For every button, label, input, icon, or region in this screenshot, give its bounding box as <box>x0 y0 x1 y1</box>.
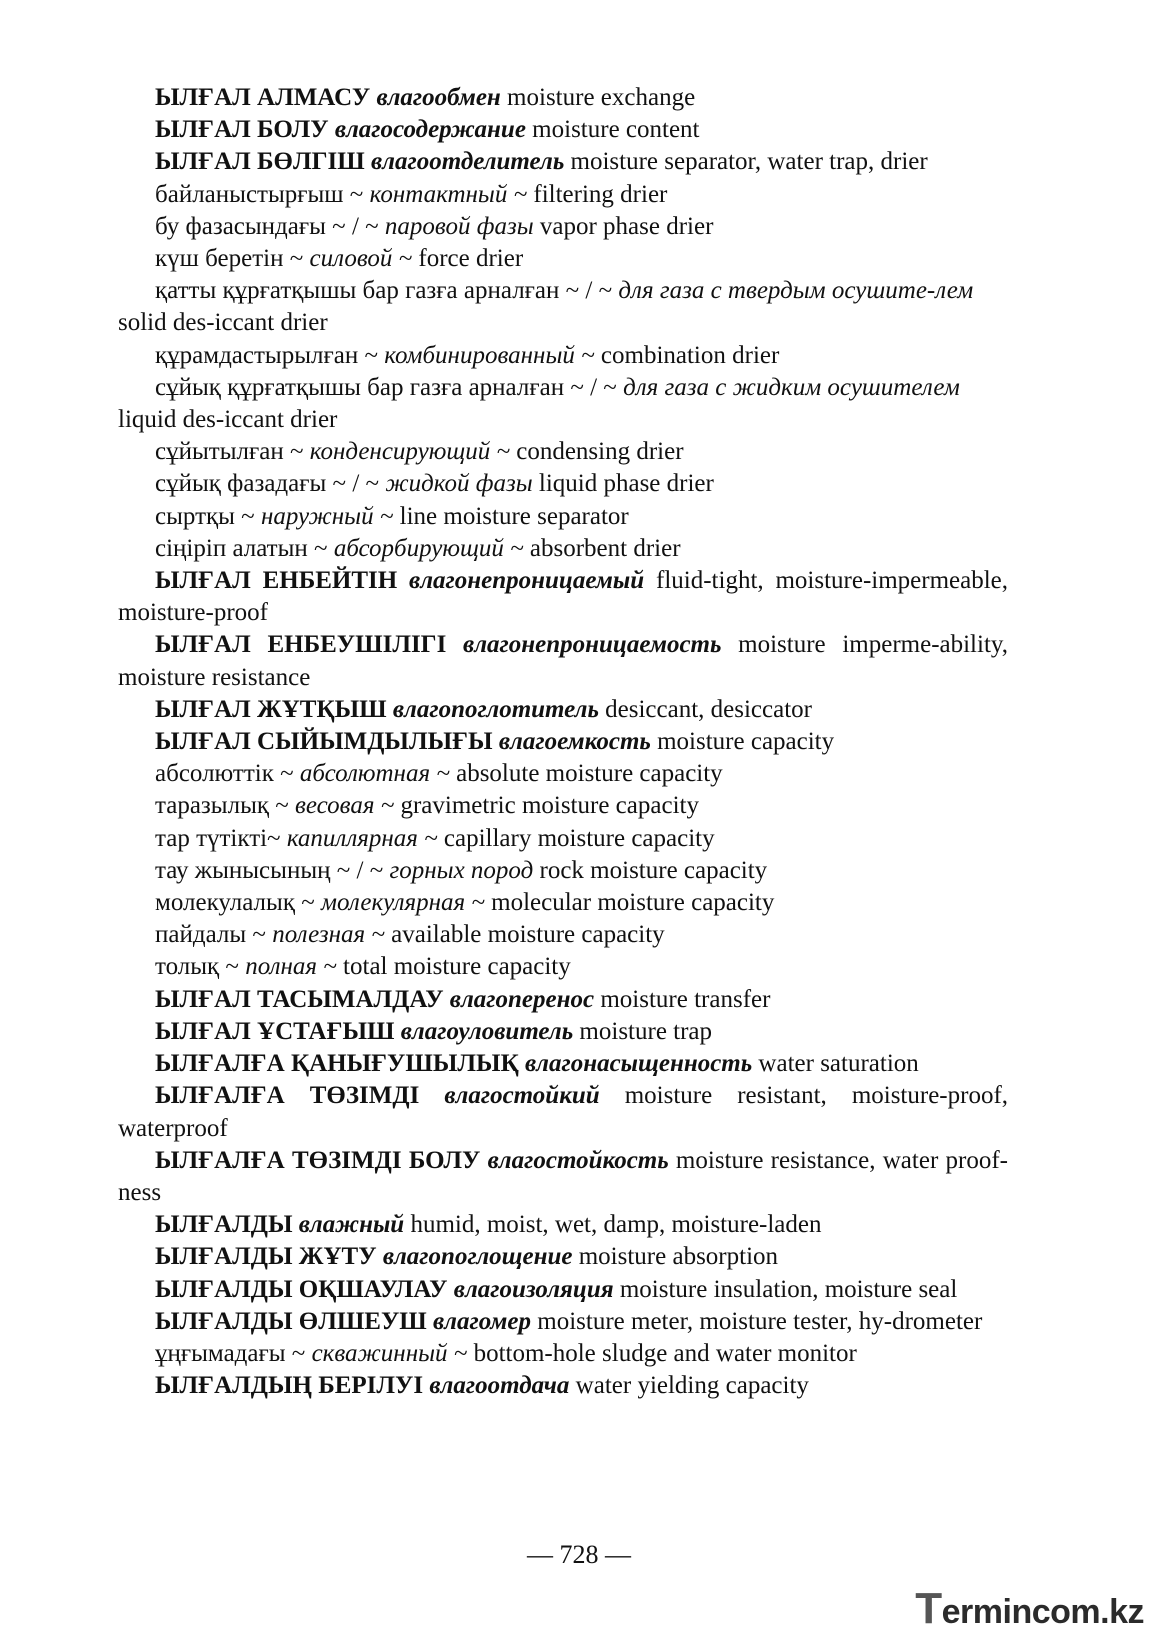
english-term: moisture trap <box>579 1017 713 1045</box>
russian-term: силовой ~ <box>309 245 413 273</box>
russian-term: горных пород <box>389 856 534 884</box>
russian-term: влажный <box>298 1211 405 1239</box>
entry-subterm <box>118 468 1008 500</box>
entry-subterm <box>118 855 1008 887</box>
english-term: moisture transfer <box>600 985 771 1013</box>
english-term: moisture capacity <box>657 728 835 756</box>
russian-term: для газа с твердым осушите-лем <box>618 277 974 305</box>
russian-term: влагопоглощение <box>382 1243 573 1271</box>
russian-term: полезная ~ <box>272 921 385 949</box>
kazakh-term: ЫЛҒАЛ БӨЛГІШ <box>155 148 365 176</box>
kazakh-term: таразылық ~ <box>155 792 289 820</box>
watermark-rest: ermincom.kz <box>941 1593 1144 1631</box>
russian-term: капиллярная ~ <box>286 824 438 852</box>
russian-term: абсорбирующий ~ <box>333 534 524 562</box>
russian-term: влагоперенос <box>449 985 595 1013</box>
entry-headword <box>118 1145 1008 1209</box>
russian-term: жидкой фазы <box>385 470 533 498</box>
russian-term: наружный ~ <box>260 502 394 530</box>
entry-subterm <box>118 887 1008 919</box>
entry-subterm <box>118 501 1008 533</box>
entry-subterm <box>118 372 1008 436</box>
entry-headword <box>118 146 1008 178</box>
english-term: gravimetric moisture capacity <box>400 792 699 820</box>
entries-list <box>118 82 1008 1402</box>
english-term: filtering drier <box>533 180 668 208</box>
russian-term: влагомер <box>433 1307 532 1335</box>
watermark-initial: T <box>915 1584 942 1633</box>
english-term: absolute moisture capacity <box>456 760 723 788</box>
kazakh-term: молекулалық ~ <box>155 889 315 917</box>
russian-term: влагонасыщенность <box>524 1050 753 1078</box>
kazakh-term: ЫЛҒАЛ СЫЙЫМДЫЛЫҒЫ <box>155 728 493 756</box>
english-term: capillary moisture capacity <box>443 824 715 852</box>
english-term: absorbent drier <box>529 534 681 562</box>
kazakh-term: бу фазасындағы ~ / ~ <box>155 212 379 240</box>
english-term: line moisture separator <box>399 502 629 530</box>
entry-headword <box>118 1209 1008 1241</box>
entry-headword <box>118 114 1008 146</box>
entry-headword <box>118 1080 1008 1144</box>
entry-headword <box>118 984 1008 1016</box>
entry-headword <box>118 726 1008 758</box>
entry-subterm <box>118 275 1008 339</box>
entry-headword <box>118 82 1008 114</box>
english-term: rock moisture capacity <box>539 856 768 884</box>
english-term: water saturation <box>758 1050 919 1078</box>
entry-subterm <box>118 179 1008 211</box>
english-term: moisture resistant, moisture-proof, waterproof <box>118 1082 1009 1142</box>
russian-term: влагонепроницаемый <box>409 567 645 595</box>
russian-term: влагоизоляция <box>453 1275 614 1303</box>
kazakh-term: ұңғымадағы ~ <box>155 1339 306 1367</box>
entry-subterm <box>118 919 1008 951</box>
kazakh-term: ЫЛҒАЛ ЕНБЕЙТІН <box>155 567 398 595</box>
english-term: combination drier <box>600 341 780 369</box>
entry-subterm <box>118 758 1008 790</box>
russian-term: влагонепроницаемость <box>463 631 722 659</box>
kazakh-term: ЫЛҒАЛДЫ ӨЛШЕУШ <box>155 1307 427 1335</box>
russian-term: влагоотделитель <box>370 148 565 176</box>
kazakh-term: пайдалы ~ <box>155 921 266 949</box>
kazakh-term: ЫЛҒАЛДЫҢ БЕРІЛУІ <box>155 1372 424 1400</box>
russian-term: влагостойкость <box>487 1146 669 1174</box>
entry-headword <box>118 694 1008 726</box>
entry-subterm <box>118 823 1008 855</box>
entry-subterm <box>118 1338 1008 1370</box>
entry-headword <box>118 1274 1008 1306</box>
kazakh-term: сұйытылған ~ <box>155 438 304 466</box>
termincom-watermark <box>915 1584 1144 1634</box>
kazakh-term: тау жынысының ~ / ~ <box>155 856 384 884</box>
kazakh-term: абсолюттік ~ <box>155 760 294 788</box>
russian-term: абсолютная ~ <box>299 760 450 788</box>
russian-term: конденсирующий ~ <box>309 438 510 466</box>
kazakh-term: ЫЛҒАЛ ЖҰТҚЫШ <box>155 695 387 723</box>
dictionary-page <box>118 82 1008 1402</box>
entry-subterm <box>118 211 1008 243</box>
kazakh-term: ЫЛҒАЛ ҰСТАҒЫШ <box>155 1017 395 1045</box>
english-term: force drier <box>418 245 524 273</box>
english-term: water yielding capacity <box>575 1372 809 1400</box>
english-term: liquid phase drier <box>538 470 714 498</box>
russian-term: влагоемкость <box>498 728 651 756</box>
russian-term: для газа с жидким осушителем <box>623 373 960 401</box>
english-term: desiccant, desiccator <box>605 695 812 723</box>
russian-term: влагообмен <box>376 84 501 111</box>
english-term: bottom-hole sludge and water monitor <box>473 1339 857 1367</box>
entry-subterm <box>118 951 1008 983</box>
english-term: moisture imperme-ability, moisture resistance <box>118 631 1009 691</box>
english-term: condensing drier <box>516 438 684 466</box>
kazakh-term: ЫЛҒАЛДЫ ЖҰТУ <box>155 1243 377 1271</box>
entry-headword <box>118 565 1008 629</box>
english-term: moisture resistance, water proof-ness <box>118 1146 1009 1206</box>
kazakh-term: сұйық фазадағы ~ / ~ <box>155 470 380 498</box>
kazakh-term: сіңіріп алатын ~ <box>155 534 328 562</box>
english-term: moisture insulation, moisture seal <box>619 1275 958 1303</box>
kazakh-term: ЫЛҒАЛДЫ <box>155 1211 293 1239</box>
entry-subterm <box>118 790 1008 822</box>
entry-subterm <box>118 340 1008 372</box>
english-term: solid des-iccant drier <box>118 309 328 337</box>
entry-headword <box>118 629 1008 693</box>
kazakh-term: ЫЛҒАЛ АЛМАСУ <box>155 84 371 111</box>
kazakh-term: қатты құрғатқышы бар газға арналған ~ / ~ <box>155 277 613 305</box>
kazakh-term: ЫЛҒАЛДЫ ОҚШАУЛАУ <box>155 1275 448 1303</box>
russian-term: скважинный ~ <box>311 1339 468 1367</box>
english-term: moisture content <box>532 116 700 144</box>
english-term: total moisture capacity <box>343 953 571 981</box>
kazakh-term: тар түтікті~ <box>155 824 281 852</box>
russian-term: влагоотдача <box>429 1372 570 1400</box>
english-term: humid, moist, wet, damp, moisture-laden <box>410 1211 822 1239</box>
entry-headword <box>118 1241 1008 1273</box>
kazakh-term: ЫЛҒАЛҒА ТӨЗІМДІ БОЛУ <box>155 1146 481 1174</box>
kazakh-term: ЫЛҒАЛ ТАСЫМАЛДАУ <box>155 985 444 1013</box>
russian-term: молекулярная ~ <box>321 889 485 917</box>
kazakh-term: сыртқы ~ <box>155 502 255 530</box>
kazakh-term: толық ~ <box>155 953 239 981</box>
russian-term: влагоуловитель <box>400 1017 574 1045</box>
kazakh-term: ЫЛҒАЛҒА ҚАНЫҒУШЫЛЫҚ <box>155 1050 519 1078</box>
kazakh-term: құрамдастырылған ~ <box>155 341 378 369</box>
kazakh-term: ЫЛҒАЛ ЕНБЕУШІЛІГІ <box>155 631 447 659</box>
russian-term: влагосодержание <box>334 116 526 144</box>
russian-term: контактный ~ <box>369 180 528 208</box>
entry-subterm <box>118 533 1008 565</box>
russian-term: влагостойкий <box>444 1082 600 1110</box>
kazakh-term: сұйық құрғатқышы бар газға арналған ~ / ~ <box>155 373 617 401</box>
entry-subterm <box>118 243 1008 275</box>
russian-term: полная ~ <box>245 953 337 981</box>
entry-headword <box>118 1016 1008 1048</box>
english-term: moisture exchange <box>507 84 696 111</box>
english-term: vapor phase drier <box>539 212 714 240</box>
kazakh-term: күш беретін ~ <box>155 245 304 273</box>
kazakh-term: ЫЛҒАЛҒА ТӨЗІМДІ <box>155 1082 420 1110</box>
english-term: molecular moisture capacity <box>491 889 775 917</box>
english-term: moisture absorption <box>578 1243 779 1271</box>
english-term: moisture meter, moisture tester, hy-drometer <box>537 1307 983 1335</box>
entry-subterm <box>118 436 1008 468</box>
page-number: — 728 — <box>527 1540 631 1569</box>
english-term: liquid des-iccant drier <box>118 406 338 434</box>
russian-term: весовая ~ <box>295 792 395 820</box>
english-term: moisture separator, water trap, drier <box>570 148 928 176</box>
entry-headword <box>118 1370 1008 1402</box>
entry-headword <box>118 1048 1008 1080</box>
kazakh-term: байланыстырғыш ~ <box>155 180 364 208</box>
english-term: fluid-tight, moisture-impermeable, moisture-proof <box>118 567 1009 627</box>
russian-term: паровой фазы <box>384 212 534 240</box>
english-term: available moisture capacity <box>391 921 665 949</box>
entry-headword <box>118 1306 1008 1338</box>
kazakh-term: ЫЛҒАЛ БОЛУ <box>155 116 329 144</box>
russian-term: влагопоглотитель <box>392 695 599 723</box>
russian-term: комбинированный ~ <box>384 341 595 369</box>
